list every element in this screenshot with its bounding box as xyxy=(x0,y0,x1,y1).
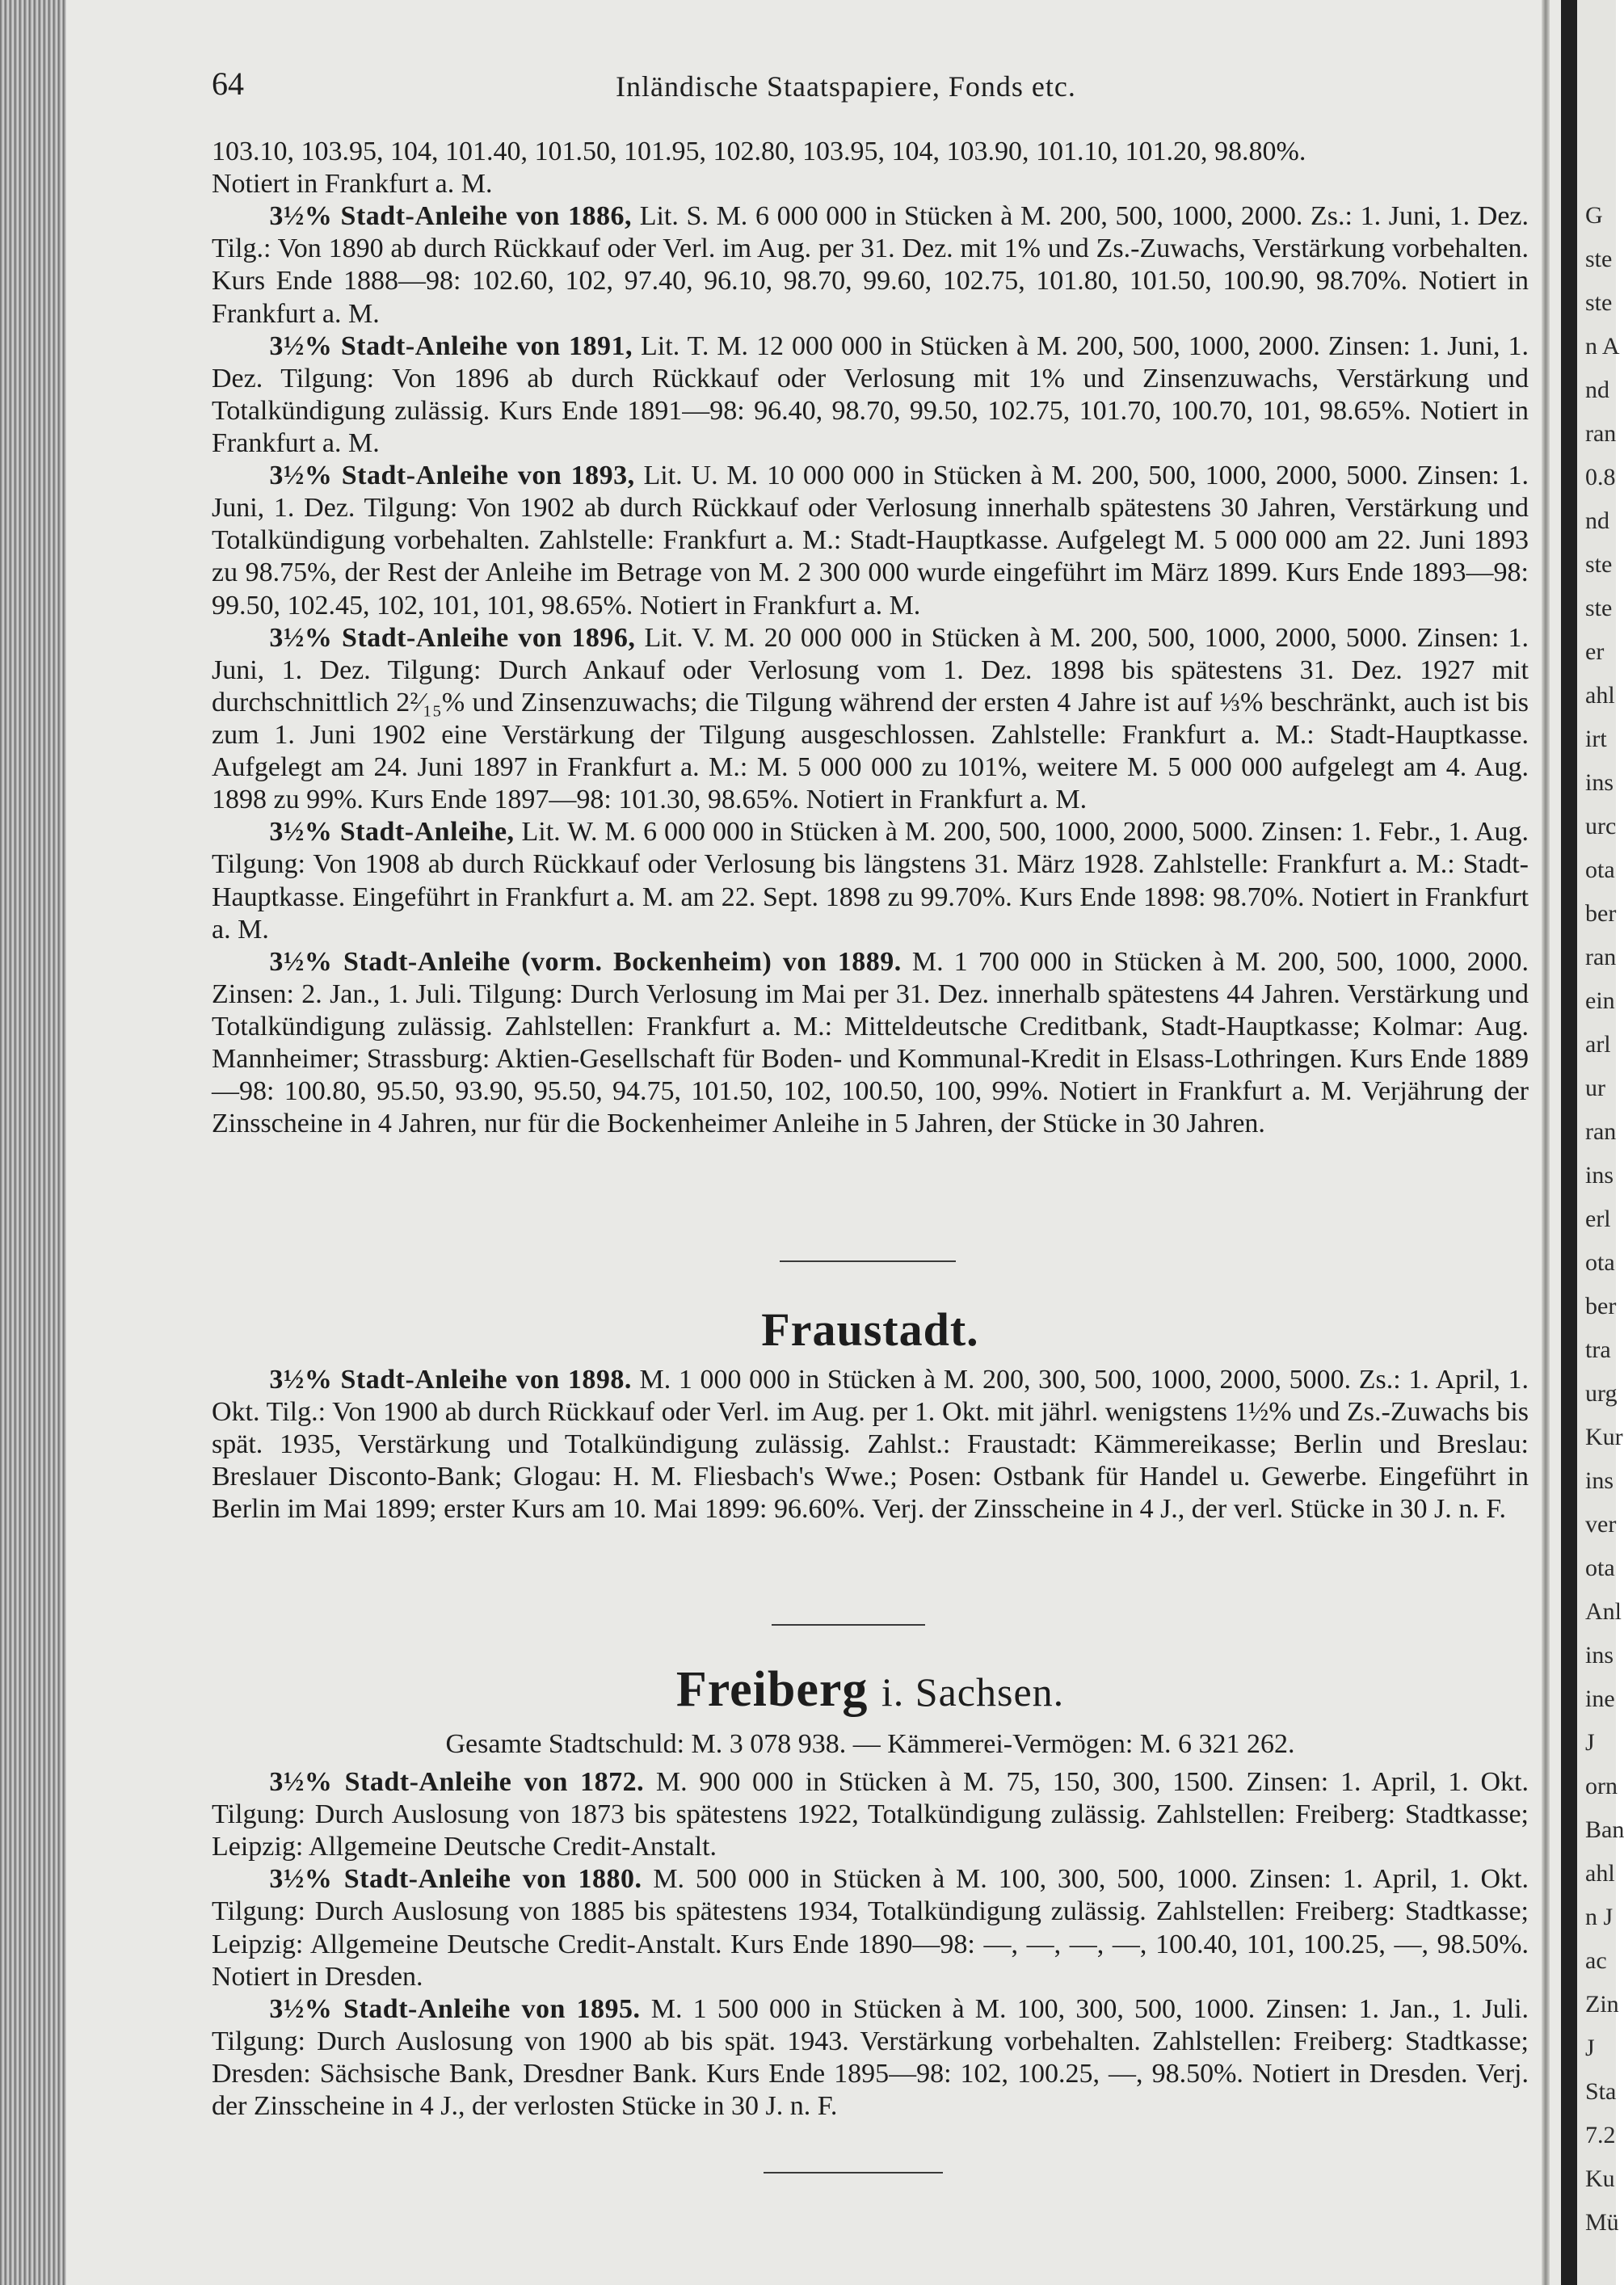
bleed-fragment: ins xyxy=(1585,769,1614,796)
bleed-fragment: ran xyxy=(1585,944,1617,970)
loan-heading: 3½% Stadt-Anleihe von 1895. xyxy=(269,1993,641,2024)
bleed-fragment: urg xyxy=(1585,1380,1618,1407)
loan-text: M. 1 000 000 in Stücken à M. 200, 300, 500, 1000, 2000, 5000. Zs.: 1. April, 1. Okt. Tilg.: Von 1900 ab durch Rückkauf oder Verl. im Aug. per 1. Okt. mit jährl. wenigstens 1½% und Zs.-Zuwachs bis spät. 1935, Verstärkung und Totalkündigung zulässig. Zahlst.: Fraustadt: Kämmereikasse; Berlin und Breslau: Breslauer Disconto-Bank; Glogau: H. M. Fliesbach's Wwe.; Posen: Ostbank für Handel u. Gewerbe. Eingeführt in Berlin im Mai 1899; erster Kurs am 10. Mai 1899: 96.60%. Verj. der Zinsscheine in 4 J., der verl. Stücke in 30 J. n. F. xyxy=(212,1365,1529,1525)
bleed-fragment: ota xyxy=(1585,1555,1615,1581)
bleed-fragment: ota xyxy=(1585,1249,1615,1276)
bleed-fragment: urc xyxy=(1585,813,1617,840)
running-title: Inländische Staatspapiere, Fonds etc. xyxy=(616,70,1076,103)
loan-entry xyxy=(212,1364,1529,1526)
bleed-fragment: irt xyxy=(1585,726,1607,752)
continued-quotes-line: 103.10, 103.95, 104, 101.40, 101.50, 101.95, 102.80, 103.95, 104, 103.90, 101.10, 101.20, 98.80%. xyxy=(212,137,1306,166)
bleed-fragment: ins xyxy=(1585,1642,1614,1669)
bleed-fragment: ste xyxy=(1585,551,1613,578)
loan-entry xyxy=(212,816,1529,945)
loan-entry xyxy=(212,330,1529,460)
bleed-fragment: er xyxy=(1585,638,1605,665)
bleed-fragment: Ban xyxy=(1585,1816,1624,1843)
binding-edge xyxy=(0,0,66,2285)
bleed-fragment: ota xyxy=(1585,856,1615,883)
loan-entry xyxy=(212,622,1529,817)
bleed-fragment: ver xyxy=(1585,1511,1617,1538)
loan-text: M. 500 000 in Stücken à M. 100, 300, 500, 1000. Zinsen: 1. April, 1. Okt. Tilgung: Durch Auslosung von 1885 bis spätestens 1934, Totalkündigung zulässig. Zahlstellen: Freiberg: Stadtkasse; Leipzig: Allgemeine Deutsche Credit-Anstalt. Kurs Ende 1890—98: —, —, —, —, 100.40, 101, 100.25, —, 98.50%. Notiert in Dresden. xyxy=(212,1864,1529,1992)
bleed-fragment: ins xyxy=(1585,1467,1614,1494)
debt-summary: Gesamte Stadtschuld: M. 3 078 938. — Kämmerei-Vermögen: M. 6 321 262. xyxy=(445,1729,1295,1759)
loan-heading: 3½% Stadt-Anleihe von 1891, xyxy=(269,330,633,361)
section-divider xyxy=(780,1260,956,1262)
bleed-fragment: ahl xyxy=(1585,682,1615,709)
loan-heading: 3½% Stadt-Anleihe von 1893, xyxy=(269,461,635,491)
loan-text: Lit. U. M. 10 000 000 in Stücken à M. 200, 500, 1000, 2000, 5000. Zinsen: 1. Juni, 1. Dez. Tilgung: Von 1902 ab durch Rückkauf oder Verlosung innerhalb spätestens 30 Jahren, Verstärkung und Totalkündigung vorbehalten. Zahlstelle: Frankfurt a. M.: Stadt-Hauptkasse. Aufgelegt M. 5 000 000 am 22. Juni 1893 zu 98.75%, der Rest der Anleihe im Betrage von M. 2 300 000 wurde eingeführt im März 1899. Kurs Ende 1893—98: 99.50, 102.45, 102, 101, 101, 98.65%. Notiert in Frankfurt a. M. xyxy=(212,461,1529,621)
bleed-fragment: erl xyxy=(1585,1206,1611,1232)
loan-text: Lit. S. M. 6 000 000 in Stücken à M. 200, 500, 1000, 2000. Zs.: 1. Juni, 1. Dez. Tilg.: Von 1890 ab durch Rückkauf oder Verl. im Aug. per 31. Dez. mit 1% und Zs.-Zuwachs, Verstärkung vorbehalten. Kurs Ende 1888—98: 102.60, 102, 97.40, 96.10, 98.70, 99.60, 102.75, 101.80, 101.50, 100.90, 98.70%. Notiert in Frankfurt a. M. xyxy=(212,201,1529,329)
bleed-fragment: ber xyxy=(1585,1293,1617,1319)
loan-entry xyxy=(212,1863,1529,1993)
loan-text: M. 900 000 in Stücken à M. 75, 150, 300, 1500. Zinsen: 1. April, 1. Okt. Tilgung: Durch Auslosung von 1873 bis spätestens 1922, Totalkündigung zulässig. Zahlstellen: Freiberg: Stadtkasse; Leipzig: Allgemeine Deutsche Credit-Anstalt. xyxy=(212,1767,1529,1862)
loan-heading: 3½% Stadt-Anleihe von 1898. xyxy=(269,1365,632,1395)
bleed-fragment: Mü xyxy=(1585,2209,1619,2236)
page-number: 64 xyxy=(212,65,244,102)
bleed-fragment: nd xyxy=(1585,377,1609,403)
loan-entry xyxy=(212,946,1529,1141)
bleed-fragment: G xyxy=(1585,202,1603,229)
continued-note-line: Notiert in Frankfurt a. M. xyxy=(212,169,493,200)
bleed-fragment: Anl xyxy=(1585,1598,1622,1625)
bleed-fragment: n J xyxy=(1585,1904,1613,1930)
bleed-fragment: 7.2 xyxy=(1585,2122,1616,2148)
bleed-fragment: ac xyxy=(1585,1947,1607,1974)
loan-text: M. 1 700 000 in Stücken à M. 200, 500, 1000, 2000. Zinsen: 2. Jan., 1. Juli. Tilgung: Durch Verlosung im Mai per 31. Dez. innerhalb spätestens 44 Jahren. Verstärkung und Totalkündigung zulässig. Zahlstellen: Frankfurt a. M.: Mitteldeutsche Creditbank, Stadt-Hauptkasse; Kolmar: Aug. Mannheimer; Strassburg: Aktien-Gesellschaft für Boden- und Kommunal-Kredit in Elsass-Lothringen. Kurs Ende 1889—98: 100.80, 95.50, 93.90, 95.50, 94.75, 101.50, 102, 100.50, 100, 99%. Notiert in Frankfurt a. M. Verjährung der Zinsscheine in 4 Jahren, nur für die Bockenheimer Anleihe in 5 Jahren, der Stücke in 30 Jahren. xyxy=(212,946,1529,1139)
page-header xyxy=(212,65,1537,113)
bleed-fragment: Kur xyxy=(1585,1424,1623,1450)
loan-entry xyxy=(212,200,1529,330)
frankfurt-continued-section xyxy=(212,136,1529,1140)
city-region: i. Sachsen. xyxy=(881,1669,1065,1715)
loan-entry xyxy=(212,1766,1529,1863)
bleed-fragment: ahl xyxy=(1585,1860,1615,1887)
loan-text: Lit. T. M. 12 000 000 in Stücken à M. 200, 500, 1000, 2000. Zinsen: 1. Juni, 1. Dez. Tilgung: Von 1896 ab durch Rückkauf oder Verlosung mit 1% und Zinsenzuwachs, Verstärkung und Totalkündigung zulässig. Kurs Ende 1891—98: 96.40, 98.70, 99.50, 102.75, 101.70, 100.70, 101, 98.65%. Notiert in Frankfurt a. M. xyxy=(212,330,1529,458)
section-divider xyxy=(764,2172,943,2173)
bleed-fragment: ine xyxy=(1585,1685,1615,1712)
bleed-fragment: ein xyxy=(1585,987,1615,1014)
bleed-fragment: ste xyxy=(1585,246,1613,272)
loan-entry xyxy=(212,1993,1529,2123)
bleed-fragment: tra xyxy=(1585,1336,1611,1363)
bleed-fragment: ran xyxy=(1585,420,1617,447)
bleed-fragment: ur xyxy=(1585,1075,1605,1101)
fraustadt-section xyxy=(212,1364,1529,1526)
bleed-fragment: Ku xyxy=(1585,2165,1615,2192)
section-divider xyxy=(772,1624,925,1626)
bleed-fragment: J xyxy=(1585,1729,1595,1756)
facing-page-text-fragment xyxy=(1585,0,1624,2285)
loan-heading: 3½% Stadt-Anleihe (vorm. Bockenheim) von 1889. xyxy=(269,946,902,977)
loan-heading: 3½% Stadt-Anleihe von 1872. xyxy=(269,1767,645,1797)
loan-entry xyxy=(212,460,1529,622)
bleed-fragment: Sta xyxy=(1585,2078,1617,2105)
book-spine xyxy=(1561,0,1577,2285)
bleed-fragment: Zin xyxy=(1585,1991,1619,2018)
bleed-fragment: ins xyxy=(1585,1162,1614,1189)
bleed-fragment: ber xyxy=(1585,900,1617,927)
bleed-fragment: ste xyxy=(1585,289,1613,316)
section-title-freiberg xyxy=(212,1661,1529,1719)
loan-heading: 3½% Stadt-Anleihe von 1880. xyxy=(269,1864,642,1895)
page-fold xyxy=(1542,0,1550,2285)
freiberg-section xyxy=(212,1766,1529,2123)
loan-text: M. 1 500 000 in Stücken à M. 100, 300, 500, 1000. Zinsen: 1. Jan., 1. Juli. Tilgung: Durch Auslosung von 1900 ab bis spät. 1943. Verstärkung vorbehalten. Zahlstellen: Freiberg: Stadtkasse; Dresden: Sächsische Bank, Dresdner Bank. Kurs Ende 1895—98: 102, 100.25, —, 98.50%. Notiert in Dresden. Verj. der Zinsscheine in 4 J., der verlosten Stücke in 30 J. n. F. xyxy=(212,1993,1529,2122)
loan-heading: 3½% Stadt-Anleihe von 1886, xyxy=(269,201,633,232)
loan-text: Lit. W. M. 6 000 000 in Stücken à M. 200, 500, 1000, 2000, 5000. Zinsen: 1. Febr., 1. Aug. Tilgung: Von 1908 ab durch Rückkauf oder Verlosung bis längstens 31. März 1928. Zahlstelle: Frankfurt a. M.: Stadt-Hauptkasse. Eingeführt in Frankfurt a. M. am 22. Sept. 1898 zu 99.70%. Kurs Ende 1898: 98.70%. Notiert in Frankfurt a. M. xyxy=(212,817,1529,945)
bleed-fragment: orn xyxy=(1585,1773,1618,1799)
bleed-fragment: arl xyxy=(1585,1031,1611,1058)
section-title-fraustadt: Fraustadt. xyxy=(761,1303,979,1356)
bleed-fragment: n A xyxy=(1585,333,1620,360)
loan-text: Lit. V. M. 20 000 000 in Stücken à M. 200, 500, 1000, 2000, 5000. Zinsen: 1. Juni, 1. Dez. Tilgung: Durch Ankauf oder Verlosung vom 1. Dez. 1898 bis spätestens 31. Dez. 1927 mit durchschnittlich 2²⁄₁₅% und Zinsenzuwachs; die Tilgung während der ersten 4 Jahre ist auf ⅓% beschränkt, auch ist bis zum 1. Juni 1902 eine Verstärkung der Tilgung ausgeschlossen. Zahlstelle: Frankfurt a. M.: Stadt-Hauptkasse. Aufgelegt am 24. Juni 1897 in Frankfurt a. M.: M. 5 000 000 zu 101%, weitere M. 5 000 000 aufgelegt am 4. Aug. 1898 zu 99%. Kurs Ende 1897—98: 101.30, 98.65%. Notiert in Frankfurt a. M. xyxy=(212,622,1529,815)
bleed-fragment: ran xyxy=(1585,1118,1617,1145)
city-name: Freiberg xyxy=(675,1662,869,1717)
loan-heading: 3½% Stadt-Anleihe, xyxy=(269,817,515,848)
bleed-fragment: J xyxy=(1585,2035,1595,2061)
loan-heading: 3½% Stadt-Anleihe von 1896, xyxy=(269,622,636,653)
bleed-fragment: ste xyxy=(1585,595,1613,621)
bleed-fragment: 0.8 xyxy=(1585,464,1616,490)
bleed-fragment: nd xyxy=(1585,507,1609,534)
